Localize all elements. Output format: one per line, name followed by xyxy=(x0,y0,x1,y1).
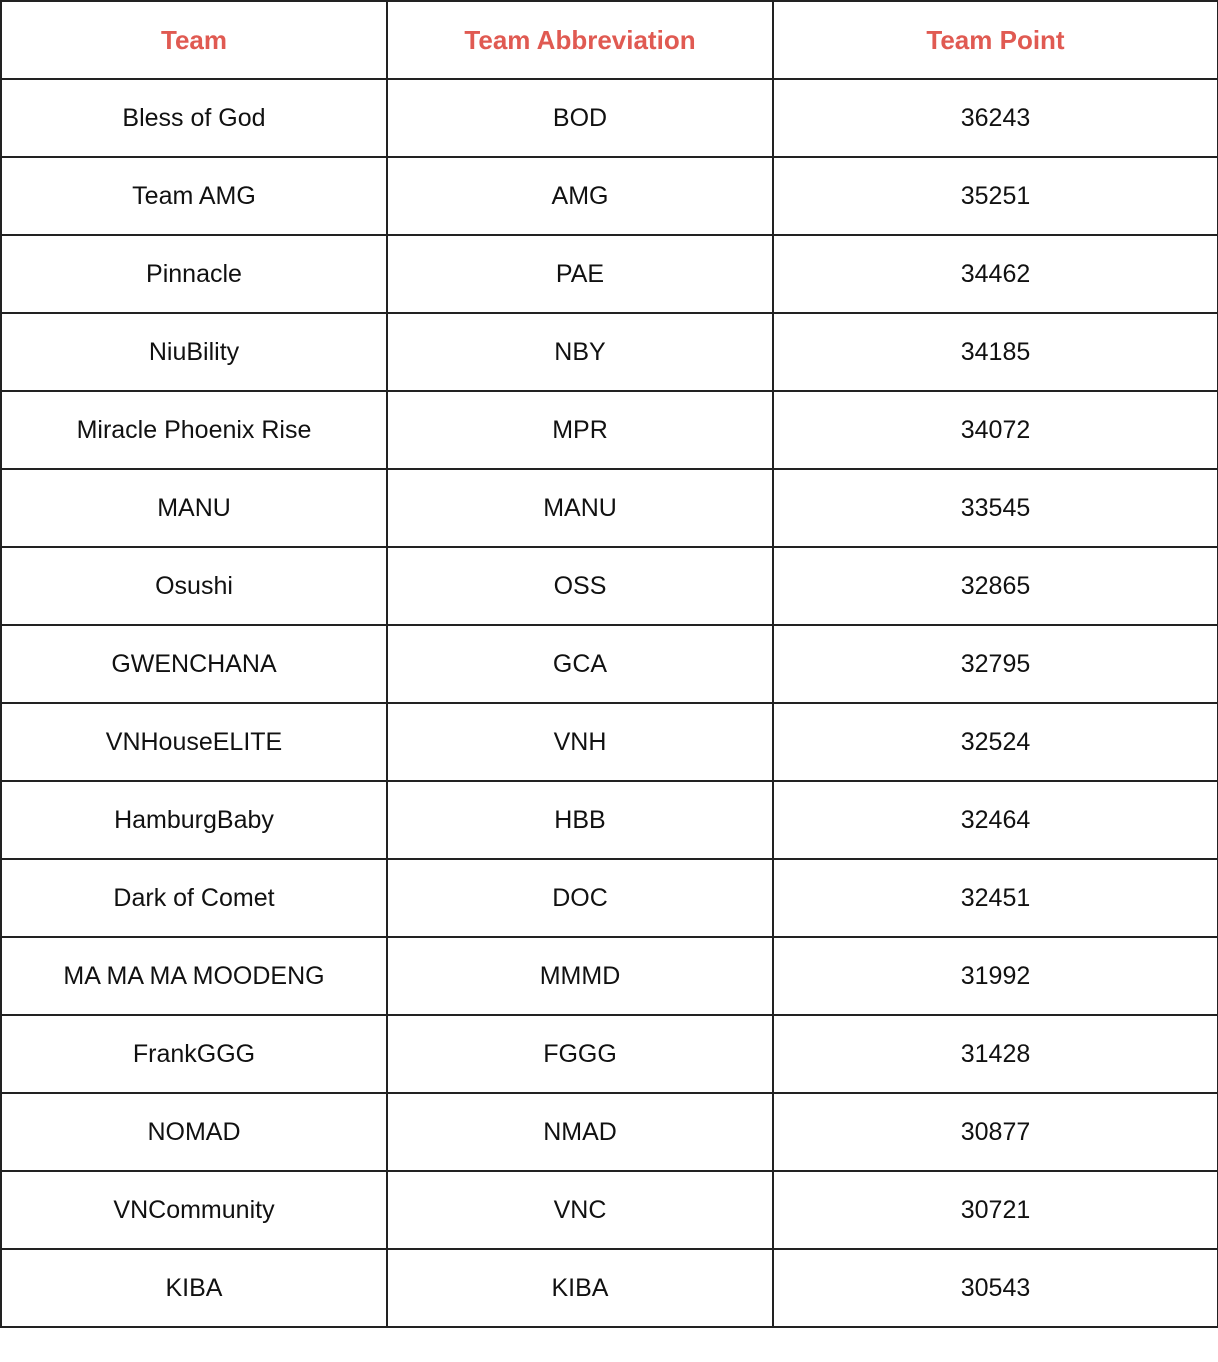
table-row xyxy=(1,625,1218,703)
team-abbreviation: BOD xyxy=(387,79,773,157)
team-points: 32865 xyxy=(773,547,1218,625)
team-points: 31428 xyxy=(773,1015,1218,1093)
team-abbreviation: AMG xyxy=(387,157,773,235)
team-abbreviation: NMAD xyxy=(387,1093,773,1171)
team-points: 30721 xyxy=(773,1171,1218,1249)
table-row xyxy=(1,1249,1218,1327)
team-name: Pinnacle xyxy=(1,235,387,313)
table-row xyxy=(1,157,1218,235)
table-row xyxy=(1,1015,1218,1093)
team-points: 35251 xyxy=(773,157,1218,235)
team-name: FrankGGG xyxy=(1,1015,387,1093)
table-row xyxy=(1,313,1218,391)
team-abbreviation: OSS xyxy=(387,547,773,625)
table-row xyxy=(1,859,1218,937)
team-points: 34462 xyxy=(773,235,1218,313)
table-row xyxy=(1,1093,1218,1171)
team-points: 32451 xyxy=(773,859,1218,937)
table-row xyxy=(1,79,1218,157)
team-name: Team AMG xyxy=(1,157,387,235)
column-header-abbreviation: Team Abbreviation xyxy=(387,1,773,79)
table-header xyxy=(1,1,1218,79)
team-abbreviation: MANU xyxy=(387,469,773,547)
team-points: 32464 xyxy=(773,781,1218,859)
table-body xyxy=(1,79,1218,1327)
team-abbreviation: PAE xyxy=(387,235,773,313)
team-name: Dark of Comet xyxy=(1,859,387,937)
team-points: 32795 xyxy=(773,625,1218,703)
header-row xyxy=(1,1,1218,79)
team-name: GWENCHANA xyxy=(1,625,387,703)
team-name: NOMAD xyxy=(1,1093,387,1171)
table-row xyxy=(1,1171,1218,1249)
team-abbreviation: FGGG xyxy=(387,1015,773,1093)
team-abbreviation: MPR xyxy=(387,391,773,469)
team-points: 30877 xyxy=(773,1093,1218,1171)
team-abbreviation: NBY xyxy=(387,313,773,391)
team-points: 30543 xyxy=(773,1249,1218,1327)
team-abbreviation: MMMD xyxy=(387,937,773,1015)
team-abbreviation: KIBA xyxy=(387,1249,773,1327)
team-abbreviation: VNC xyxy=(387,1171,773,1249)
team-name: VNHouseELITE xyxy=(1,703,387,781)
column-header-points: Team Point xyxy=(773,1,1218,79)
team-abbreviation: VNH xyxy=(387,703,773,781)
team-name: VNCommunity xyxy=(1,1171,387,1249)
team-name: MANU xyxy=(1,469,387,547)
table-row xyxy=(1,937,1218,1015)
table-row xyxy=(1,391,1218,469)
team-name: NiuBility xyxy=(1,313,387,391)
team-points: 33545 xyxy=(773,469,1218,547)
team-name: Osushi xyxy=(1,547,387,625)
table-row xyxy=(1,547,1218,625)
table-row xyxy=(1,469,1218,547)
team-name: HamburgBaby xyxy=(1,781,387,859)
team-name: KIBA xyxy=(1,1249,387,1327)
team-name: Miracle Phoenix Rise xyxy=(1,391,387,469)
team-name: Bless of God xyxy=(1,79,387,157)
table-row xyxy=(1,781,1218,859)
column-header-team: Team xyxy=(1,1,387,79)
team-points: 36243 xyxy=(773,79,1218,157)
team-abbreviation: HBB xyxy=(387,781,773,859)
team-points: 34185 xyxy=(773,313,1218,391)
team-points: 34072 xyxy=(773,391,1218,469)
team-points: 32524 xyxy=(773,703,1218,781)
team-abbreviation: GCA xyxy=(387,625,773,703)
team-name: MA MA MA MOODENG xyxy=(1,937,387,1015)
team-points: 31992 xyxy=(773,937,1218,1015)
table-row xyxy=(1,235,1218,313)
table-row xyxy=(1,703,1218,781)
team-abbreviation: DOC xyxy=(387,859,773,937)
